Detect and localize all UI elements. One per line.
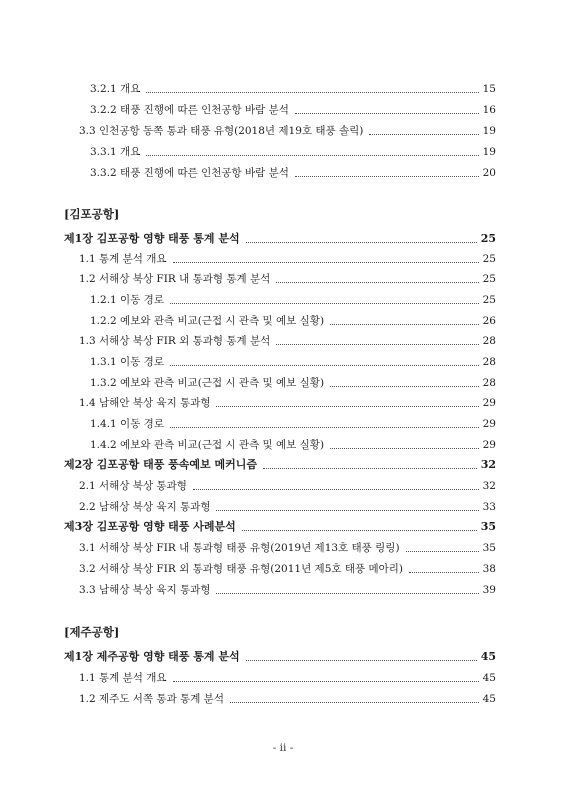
toc-entry-page: 19 bbox=[482, 146, 496, 158]
leader-dots bbox=[230, 702, 479, 703]
leader-dots bbox=[242, 530, 477, 531]
toc-jeju-entry-1-2[interactable] bbox=[79, 686, 496, 706]
toc-entry-label: 1.4 남해안 북상 육지 통과형 bbox=[79, 397, 211, 409]
toc-entry-label: 3.2.1 개요 bbox=[90, 83, 141, 95]
leader-dots bbox=[295, 176, 479, 177]
page-number-footer: - ii - bbox=[272, 742, 294, 754]
toc-entry-page: 32 bbox=[480, 458, 496, 471]
leader-dots bbox=[330, 324, 479, 325]
toc-entry-page: 16 bbox=[482, 104, 496, 116]
toc-entry-page: 20 bbox=[482, 167, 496, 179]
toc-entry-3-1[interactable] bbox=[79, 535, 496, 555]
toc-entry-1-3-1[interactable] bbox=[90, 349, 496, 369]
toc-entry-label: 3.3 인천공항 동쪽 통과 태풍 유형(2018년 제19호 태풍 솔릭) bbox=[79, 125, 364, 137]
leader-dots bbox=[295, 113, 479, 114]
leader-dots bbox=[246, 660, 477, 661]
leader-dots bbox=[146, 92, 478, 93]
toc-entry-page: 39 bbox=[482, 584, 496, 596]
toc-entry-label: 3.3.2 태풍 진행에 따른 인천공항 바람 분석 bbox=[90, 167, 289, 179]
toc-entry-1-4[interactable] bbox=[79, 390, 496, 410]
toc-entry-page: 26 bbox=[482, 315, 496, 327]
toc-entry-3-3-1[interactable] bbox=[90, 139, 496, 159]
section-heading-jeju: [제주공항] bbox=[64, 625, 120, 639]
toc-entry-label: 1.4.2 예보와 관측 비교(근접 시 관측 및 예보 실황) bbox=[90, 439, 325, 451]
toc-entry-page: 29 bbox=[482, 439, 496, 451]
toc-entry-page: 45 bbox=[482, 693, 496, 705]
toc-entry-label: 1.2 서해상 북상 FIR 내 통과형 통계 분석 bbox=[79, 273, 271, 285]
toc-chapter-1[interactable] bbox=[64, 226, 496, 246]
toc-entry-1-2[interactable] bbox=[79, 266, 496, 286]
toc-entry-page: 19 bbox=[482, 125, 496, 137]
leader-dots bbox=[170, 427, 479, 428]
leader-dots bbox=[216, 406, 478, 407]
toc-entry-label: 제3장 김포공항 영향 태풍 사례분석 bbox=[64, 520, 236, 533]
toc-chapter-3[interactable] bbox=[64, 514, 496, 534]
toc-entry-page: 15 bbox=[482, 83, 496, 95]
toc-entry-label: 1.2.1 이동 경로 bbox=[90, 294, 164, 306]
leader-dots bbox=[173, 681, 479, 682]
leader-dots bbox=[193, 489, 479, 490]
toc-entry-label: 3.3.1 개요 bbox=[90, 146, 141, 158]
leader-dots bbox=[276, 282, 478, 283]
toc-entry-page: 45 bbox=[480, 650, 496, 663]
toc-entry-label: 1.3.1 이동 경로 bbox=[90, 356, 164, 368]
toc-entry-label: 1.1 통계 분석 개요 bbox=[79, 253, 167, 265]
toc-entry-1-1[interactable] bbox=[79, 246, 496, 266]
toc-entry-label: 1.2.2 예보와 관측 비교(근접 시 관측 및 예보 실황) bbox=[90, 315, 325, 327]
toc-entry-3-3-2[interactable] bbox=[90, 160, 496, 180]
leader-dots bbox=[146, 155, 478, 156]
toc-entry-label: 3.2.2 태풍 진행에 따른 인천공항 바람 분석 bbox=[90, 104, 289, 116]
toc-entry-label: 1.3.2 예보와 관측 비교(근접 시 관측 및 예보 실황) bbox=[90, 377, 325, 389]
toc-entry-page: 25 bbox=[482, 294, 496, 306]
section-heading-gimpo: [김포공항] bbox=[64, 207, 120, 221]
toc-chapter-2[interactable] bbox=[64, 452, 496, 472]
leader-dots bbox=[170, 365, 479, 366]
toc-entry-page: 29 bbox=[482, 418, 496, 430]
leader-dots bbox=[173, 262, 479, 263]
leader-dots bbox=[246, 242, 477, 243]
leader-dots bbox=[330, 386, 479, 387]
leader-dots bbox=[276, 344, 478, 345]
toc-entry-label: 1.2 제주도 서쪽 통과 통계 분석 bbox=[79, 693, 224, 705]
toc-entry-page: 35 bbox=[480, 520, 496, 533]
toc-entry-3-3[interactable] bbox=[79, 577, 496, 597]
toc-entry-3-3[interactable] bbox=[79, 118, 496, 138]
toc-entry-label: 3.2 서해상 북상 FIR 외 통과형 태풍 유형(2011년 제5호 태풍 메아리) bbox=[79, 563, 404, 575]
leader-dots bbox=[330, 448, 479, 449]
toc-entry-1-4-1[interactable] bbox=[90, 411, 496, 431]
toc-entry-1-3[interactable] bbox=[79, 328, 496, 348]
leader-dots bbox=[170, 303, 479, 304]
toc-entry-label: 2.2 남해상 북상 육지 통과형 bbox=[79, 501, 211, 513]
toc-entry-3-2-1[interactable] bbox=[90, 76, 496, 96]
toc-entry-1-2-2[interactable] bbox=[90, 308, 496, 328]
toc-entry-page: 29 bbox=[482, 397, 496, 409]
leader-dots bbox=[216, 510, 478, 511]
leader-dots bbox=[263, 468, 477, 469]
toc-entry-1-3-2[interactable] bbox=[90, 370, 496, 390]
toc-entry-label: 3.3 남해상 북상 육지 통과형 bbox=[79, 584, 211, 596]
toc-entry-label: 1.3 서해상 북상 FIR 외 통과형 통계 분석 bbox=[79, 335, 271, 347]
toc-entry-label: 제1장 제주공항 영향 태풍 통계 분석 bbox=[64, 650, 240, 663]
toc-entry-label: 제1장 김포공항 영향 태풍 통계 분석 bbox=[64, 232, 240, 245]
toc-entry-label: 2.1 서해상 북상 통과형 bbox=[79, 480, 187, 492]
toc-entry-page: 25 bbox=[482, 253, 496, 265]
toc-entry-page: 25 bbox=[482, 273, 496, 285]
toc-entry-label: 1.4.1 이동 경로 bbox=[90, 418, 164, 430]
leader-dots bbox=[409, 572, 479, 573]
toc-entry-1-2-1[interactable] bbox=[90, 287, 496, 307]
toc-entry-label: 1.1 통계 분석 개요 bbox=[79, 672, 167, 684]
toc-entry-2-2[interactable] bbox=[79, 494, 496, 514]
toc-entry-1-4-2[interactable] bbox=[90, 432, 496, 452]
leader-dots bbox=[369, 134, 478, 135]
toc-jeju-chapter-1[interactable] bbox=[64, 644, 496, 664]
toc-entry-page: 32 bbox=[482, 480, 496, 492]
toc-entry-page: 28 bbox=[482, 335, 496, 347]
toc-entry-page: 45 bbox=[482, 672, 496, 684]
leader-dots bbox=[216, 593, 478, 594]
toc-entry-3-2[interactable] bbox=[79, 556, 496, 576]
toc-entry-label: 3.1 서해상 북상 FIR 내 통과형 태풍 유형(2019년 제13호 태풍 링링) bbox=[79, 542, 400, 554]
toc-jeju-entry-1-1[interactable] bbox=[79, 665, 496, 685]
toc-entry-label: 제2장 김포공항 태풍 풍속예보 메커니즘 bbox=[64, 458, 257, 471]
toc-entry-page: 28 bbox=[482, 377, 496, 389]
leader-dots bbox=[406, 551, 479, 552]
toc-entry-page: 38 bbox=[482, 563, 496, 575]
toc-entry-page: 33 bbox=[482, 501, 496, 513]
toc-entry-3-2-2[interactable] bbox=[90, 97, 496, 117]
toc-entry-2-1[interactable] bbox=[79, 473, 496, 493]
toc-entry-page: 28 bbox=[482, 356, 496, 368]
toc-entry-page: 35 bbox=[482, 542, 496, 554]
toc-entry-page: 25 bbox=[480, 232, 496, 245]
